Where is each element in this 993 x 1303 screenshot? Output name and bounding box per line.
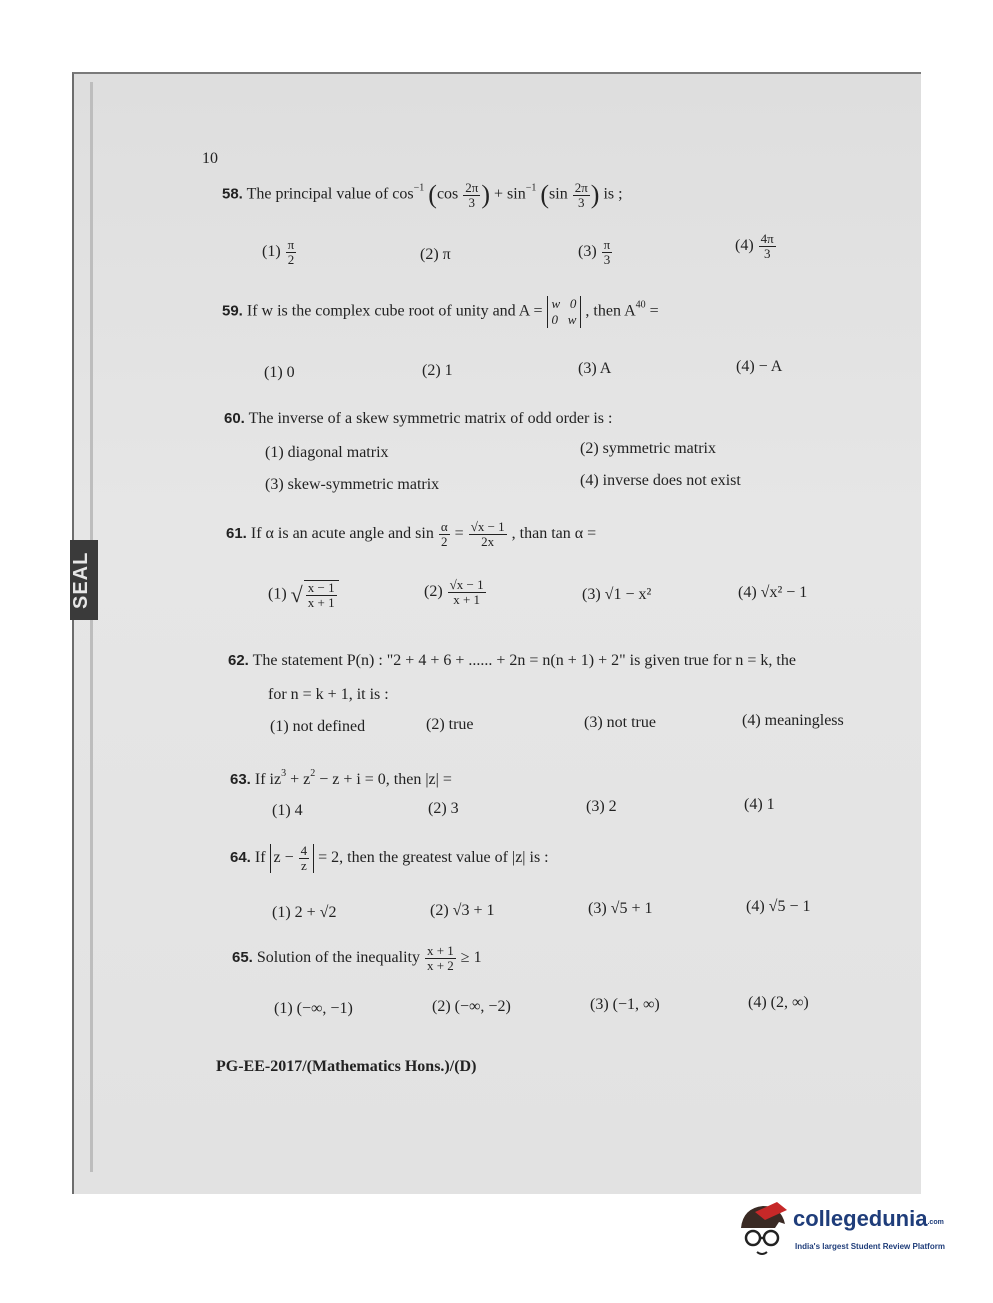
q58-option-1: (1) $\frac{\pi}{2}$	[262, 237, 295, 267]
question-text: Solution of the inequality	[256, 949, 420, 967]
q61-option-4: (4) √x² − 1	[738, 584, 808, 601]
q58-option-2: (2) π	[420, 246, 451, 263]
page-number: 10	[202, 150, 218, 167]
q59-option-1: (1) 0	[264, 364, 295, 381]
question-text: If iz	[254, 771, 282, 788]
q60-option-3: (3) skew-symmetric matrix	[265, 476, 440, 493]
scanned-page	[72, 72, 921, 1194]
fraction: $\frac{2\pi}{3}$	[465, 179, 479, 210]
q61-option-3: (3) √1 − x²	[582, 586, 652, 603]
q63-option-1: (1) 4	[272, 802, 303, 819]
q62-option-1: (1) not defined	[270, 718, 366, 735]
q59-option-4: (4) − A	[736, 358, 783, 375]
q59-option-3: (3) A	[578, 360, 612, 377]
q64-option-1: (1) 2 + √2	[272, 904, 337, 921]
logo-name: collegedunia	[793, 1206, 928, 1231]
q64-option-2: (2) √3 + 1	[430, 902, 495, 919]
logo-tagline: India's largest Student Review Platform	[795, 1242, 945, 1251]
q62-option-3: (3) not true	[584, 714, 656, 731]
mascot-icon	[735, 1198, 793, 1258]
q61-option-1: (1) √ $\frac{x - 1}{x + 1}$	[268, 580, 340, 610]
collegedunia-logo	[735, 1198, 965, 1268]
question-text: If	[254, 849, 266, 867]
question-59: 59. If w is the complex cube root of unity and A = w 0 0 w , then $A^{40}$ =	[222, 296, 659, 327]
question-65: 65. Solution of the inequality $\frac{x + 1}{x + 2}$ ≥ 1	[232, 943, 482, 973]
q63-option-4: (4) 1	[744, 796, 775, 813]
question-61: 61. If α is an acute angle and sin $\frac{\alpha}{2}$ = $\frac{√x - 1}{2x}$ , than tan α =	[226, 519, 597, 549]
q65-option-2: (2) (−∞, −2)	[432, 998, 511, 1015]
question-63: 63. If $iz^3 + z^2 - z + i = 0$, then |z| =	[230, 768, 452, 788]
q64-option-4: (4) √5 − 1	[746, 898, 811, 915]
q60-option-2: (2) symmetric matrix	[580, 440, 716, 457]
question-58: 58. The principal value of $\cos^{-1} (\cos$ $\frac{2\pi}{3}$ ) + $\sin^{-1} (\sin$ $\frac{2\pi}{3}$ ) is ;	[222, 179, 623, 210]
question-text: The principal value of cos	[246, 185, 414, 203]
question-62-cont: for n = k + 1, it is :	[268, 686, 389, 703]
q62-option-4: (4) meaningless	[742, 712, 844, 729]
scan-edge-shadow	[90, 82, 93, 1172]
q60-option-4: (4) inverse does not exist	[580, 472, 741, 489]
q62-option-2: (2) true	[426, 716, 474, 733]
matrix: w 0 0 w	[547, 296, 582, 328]
q65-option-4: (4) (2, ∞)	[748, 994, 809, 1011]
q58-option-4: (4) $\frac{4\pi}{3}$	[735, 231, 774, 261]
fraction: $\frac{2\pi}{3}$	[574, 179, 588, 210]
q64-option-3: (3) √5 + 1	[588, 900, 653, 917]
question-62: 62. The statement P(n) : "2 + 4 + 6 + ...... + 2n = n(n + 1) + 2" is given true for n = k, the	[228, 652, 796, 669]
question-64: 64. If z − $\frac{4}{z}$ = 2, then the greatest value of |z| is :	[230, 843, 549, 873]
q65-option-3: (3) (−1, ∞)	[590, 996, 660, 1013]
question-60: 60. The inverse of a skew symmetric matrix of odd order is :	[224, 410, 613, 427]
paper-code-footer: PG-EE-2017/(Mathematics Hons.)/(D)	[216, 1058, 477, 1075]
q60-option-1: (1) diagonal matrix	[265, 444, 389, 461]
question-text: If w is the complex cube root of unity and A =	[246, 302, 543, 320]
question-text: If α is an acute angle and sin	[250, 525, 434, 543]
side-stamp: SEAL	[70, 540, 98, 620]
question-number: 58.	[222, 185, 243, 203]
q63-option-2: (2) 3	[428, 800, 459, 817]
q58-option-3: (3) $\frac{\pi}{3}$	[578, 237, 611, 267]
q61-option-2: (2) $\frac{√x - 1}{x + 1}$	[424, 577, 484, 607]
q59-option-2: (2) 1	[422, 362, 453, 379]
q63-option-3: (3) 2	[586, 798, 617, 815]
q65-option-1: (1) (−∞, −1)	[274, 1000, 353, 1017]
question-text: The statement P(n) : "2 + 4 + 6 + ...... + 2n = n(n + 1) + 2" is given true for n = k, the	[252, 652, 796, 669]
logo-suffix: .com	[927, 1219, 944, 1226]
question-text: The inverse of a skew symmetric matrix of odd order is :	[248, 410, 613, 427]
